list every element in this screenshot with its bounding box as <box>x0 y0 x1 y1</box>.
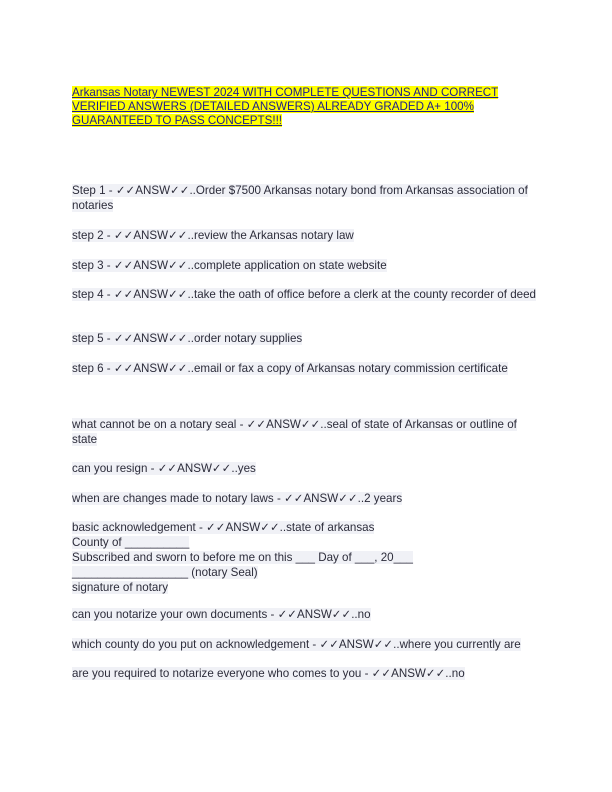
qa-item-text: can you notarize your own documents - ✓✓ANSW✓✓..no <box>72 608 371 621</box>
qa-item-step-4 <box>72 287 542 302</box>
document-title-text: Arkansas Notary NEWEST 2024 WITH COMPLETE QUESTIONS AND CORRECT VERIFIED ANSWERS (DETAILED ANSWERS) ALREADY GRADED A+ 100% GUARANTEED TO PASS CONCEPTS!!! <box>72 86 499 127</box>
qa-item-which-county <box>72 637 542 652</box>
qa-item-line <box>72 535 542 550</box>
qa-item-line-text: Subscribed and sworn to before me on this ___ Day of ___, 20___ <box>72 551 413 564</box>
qa-item-text: what cannot be on a notary seal - ✓✓ANSW✓✓..seal of state of Arkansas or outline of state <box>72 418 517 446</box>
qa-item-step-1 <box>72 183 542 213</box>
qa-item-text: step 3 - ✓✓ANSW✓✓..complete application on state website <box>72 259 387 272</box>
qa-item-text: step 4 - ✓✓ANSW✓✓..take the oath of office before a clerk at the county recorder of deed <box>72 288 536 301</box>
qa-item-law-changes <box>72 491 542 506</box>
qa-item-line-text: basic acknowledgement - ✓✓ANSW✓✓..state of arkansas <box>72 521 375 534</box>
qa-item-line-text: __________________ (notary Seal) <box>72 566 258 579</box>
qa-item-text: step 5 - ✓✓ANSW✓✓..order notary supplies <box>72 332 303 345</box>
qa-item-step-2 <box>72 228 542 243</box>
qa-item-text: when are changes made to notary laws - ✓✓ANSW✓✓..2 years <box>72 492 403 505</box>
qa-item-line <box>72 580 542 595</box>
qa-item-required-notarize <box>72 666 542 681</box>
qa-item-resign <box>72 461 542 476</box>
qa-item-step-3 <box>72 258 542 273</box>
qa-item-line <box>72 520 542 535</box>
qa-item-text: which county do you put on acknowledgement - ✓✓ANSW✓✓..where you currently are <box>72 638 521 651</box>
qa-item-basic-acknowledgement <box>72 520 542 595</box>
qa-item-text: can you resign - ✓✓ANSW✓✓..yes <box>72 462 256 475</box>
qa-item-step-6 <box>72 361 542 376</box>
qa-item-step-5 <box>72 331 542 346</box>
qa-item-own-documents <box>72 607 542 622</box>
qa-item-text: Step 1 - ✓✓ANSW✓✓..Order $7500 Arkansas notary bond from Arkansas association of notaries <box>72 184 528 212</box>
qa-item-text: are you required to notarize everyone who comes to you - ✓✓ANSW✓✓..no <box>72 667 465 680</box>
qa-item-line-text: signature of notary <box>72 581 169 594</box>
qa-item-line <box>72 550 542 565</box>
qa-item-line <box>72 565 542 580</box>
document-title <box>72 86 532 128</box>
qa-item-notary-seal <box>72 417 542 447</box>
qa-item-text: step 6 - ✓✓ANSW✓✓..email or fax a copy of Arkansas notary commission certificate <box>72 362 508 375</box>
qa-item-text: step 2 - ✓✓ANSW✓✓..review the Arkansas notary law <box>72 229 354 242</box>
qa-item-line-text: County of __________ <box>72 536 190 549</box>
